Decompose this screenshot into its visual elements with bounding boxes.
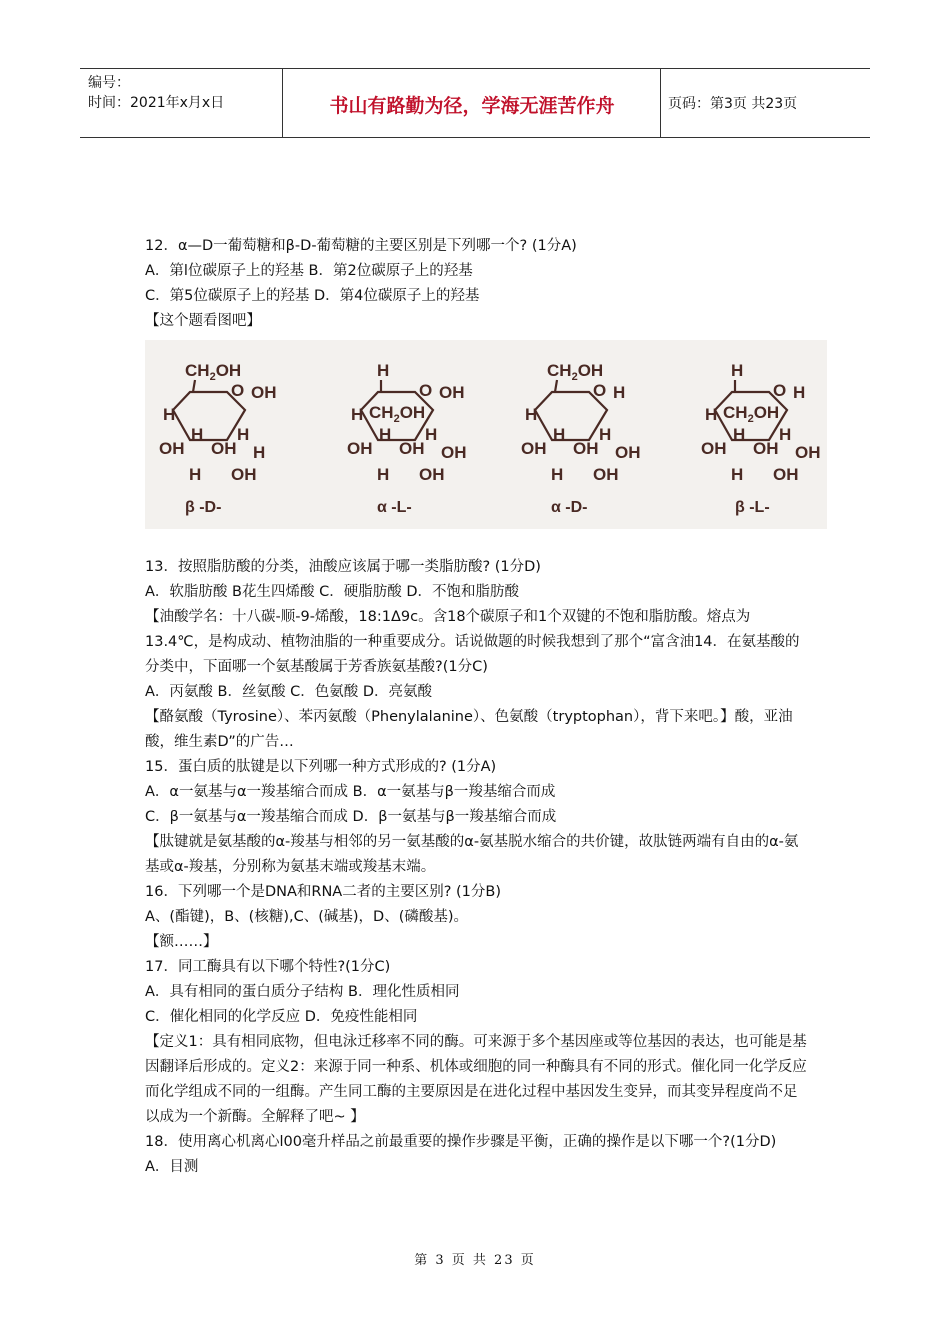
- oh-label: OH: [419, 465, 445, 484]
- question-15: 15．蛋白质的肽键是以下列哪一种方式形成的? (1分A): [145, 759, 497, 775]
- ring-oxygen-label: O: [773, 381, 787, 400]
- ch2oh-label: $CH_2OH$: [547, 361, 604, 383]
- page-indicator: 页码：第3页 共23页: [668, 96, 798, 112]
- ring-oxygen-label: O: [593, 381, 607, 400]
- oh-label: OH: [159, 439, 185, 458]
- oh-label: OH: [573, 439, 599, 458]
- bond: [555, 380, 557, 392]
- ch2oh-label: $CH_2OH$: [185, 361, 242, 383]
- note-paragraph: 【定义1：具有相同底物，但电泳迁移率不同的酶。可来源于多个基因座或等位基因的表达，也可能是基因翻译后形成的。定义2：来源于同一种系、机体或细胞的同一种酶具有不同的形式。催化同一化学反应而化学组成不同的一组酶。产生同工酶的主要原因是在进化过程中基因发生变异，而其变异程度尚不足以成为一个新酶。全解释了吧~ 】: [145, 1034, 807, 1125]
- oh-label: OH: [773, 465, 799, 484]
- bond: [193, 380, 195, 392]
- h-label: H: [779, 425, 792, 444]
- c1-upper-label: H: [613, 383, 626, 402]
- header-divider: [660, 69, 661, 137]
- oh-label: OH: [593, 465, 619, 484]
- oh-label: OH: [231, 465, 257, 484]
- glucose-structures-svg: [145, 340, 827, 529]
- oh-label: OH: [701, 439, 727, 458]
- option-line: A．丙氨酸 B．丝氨酸 C．色氨酸 D．亮氨酸: [145, 684, 432, 700]
- structure-caption: α -D-: [551, 499, 588, 516]
- note-paragraph: 【油酸学名：十八碳-顺-9-烯酸，18:1Δ9c。含18个碳原子和1个双键的不饱和脂肪酸。熔点为13.4℃，是构成动、植物油脂的一种重要成分。话说做题的时候我想到了那个“富含油14．在氨基酸的分类中，下面哪一个氨基酸属于芳香族氨基酸?(1分C): [145, 609, 800, 675]
- c1-lower-label: OH: [615, 443, 641, 462]
- option-line: A、(酯键)，B、(核糖),C、(碱基)，D、(磷酸基)。: [145, 909, 469, 925]
- h-label: H: [731, 361, 744, 380]
- note-paragraph: 【酪氨酸（Tyrosine）、苯丙氨酸（Phenylalanine）、色氨酸（tryptophan），背下来吧。】酸，亚油酸，维生素D”的广告…: [145, 709, 793, 750]
- option-line: A．第l位碳原子上的羟基 B．第2位碳原子上的羟基: [145, 263, 473, 279]
- h-label: H: [551, 465, 564, 484]
- structure-caption: β -D-: [185, 499, 222, 516]
- question-12: 12．α—D一葡萄糖和β-D-葡萄糖的主要区别是下列哪一个? (1分A): [145, 238, 577, 254]
- oh-label: OH: [753, 439, 779, 458]
- question-17: 17．同工酶具有以下哪个特性?(1分C): [145, 959, 391, 975]
- question-16: 16．下列哪一个是DNA和RNA二者的主要区别? (1分B): [145, 884, 502, 900]
- h-label: H: [599, 425, 612, 444]
- h-label: H: [525, 405, 538, 424]
- h-label: H: [733, 425, 746, 444]
- note-line: 【额……】: [145, 934, 218, 950]
- h-label: H: [425, 425, 438, 444]
- page-footer: 第 3 页 共 23 页: [414, 1253, 536, 1268]
- h-label: H: [379, 425, 392, 444]
- question-18: 18．使用离心机离心l00毫升样品之前最重要的操作步骤是平衡，正确的操作是以下哪一个?(1分D): [145, 1134, 777, 1150]
- option-line: A．目测: [145, 1159, 199, 1175]
- document-body: [145, 234, 821, 1180]
- h-label: H: [189, 465, 202, 484]
- option-line: C．β一氨基与α一羧基缩合而成 D．β一氨基与β一羧基缩合而成: [145, 809, 557, 825]
- oh-label: OH: [399, 439, 425, 458]
- glucose-structures-figure: [145, 340, 827, 529]
- h-label: H: [377, 361, 390, 380]
- ring-oxygen-label: O: [231, 381, 245, 400]
- h-label: H: [191, 425, 204, 444]
- h-label: H: [377, 465, 390, 484]
- ring-oxygen-label: O: [419, 381, 433, 400]
- h-label: H: [163, 405, 176, 424]
- c1-upper-label: OH: [251, 383, 277, 402]
- header-info: [88, 73, 224, 113]
- question-13: 13．按照脂肪酸的分类，油酸应该属于哪一类脂肪酸? (1分D): [145, 559, 541, 575]
- ch2oh-label: $CH_2OH$: [723, 403, 780, 425]
- option-line: A．具有相同的蛋白质分子结构 B．理化性质相同: [145, 984, 460, 1000]
- h-label: H: [705, 405, 718, 424]
- c1-lower-label: OH: [795, 443, 821, 462]
- c1-upper-label: OH: [439, 383, 465, 402]
- h-label: H: [731, 465, 744, 484]
- number-label: 编号：: [88, 75, 130, 91]
- c1-lower-label: H: [253, 443, 266, 462]
- h-label: H: [237, 425, 250, 444]
- option-line: C．第5位碳原子上的羟基 D．第4位碳原子上的羟基: [145, 288, 480, 304]
- molecule-structure: [159, 361, 821, 516]
- oh-label: OH: [347, 439, 373, 458]
- h-label: H: [553, 425, 566, 444]
- option-line: C．催化相同的化学反应 D．免疫性能相同: [145, 1009, 418, 1025]
- oh-label: OH: [211, 439, 237, 458]
- c1-lower-label: OH: [441, 443, 467, 462]
- option-line: A．α一氨基与α一羧基缩合而成 B．α一氨基与β一羧基缩合而成: [145, 784, 556, 800]
- structure-caption: α -L-: [377, 499, 412, 516]
- option-line: A．软脂肪酸 B花生四烯酸 C．硬脂肪酸 D．不饱和脂肪酸: [145, 584, 519, 600]
- c1-upper-label: H: [793, 383, 806, 402]
- ch2oh-label: $CH_2OH$: [369, 403, 426, 425]
- note-line: 【这个题看图吧】: [145, 313, 261, 329]
- page-header: [80, 68, 870, 138]
- header-motto: 书山有路勤为径，学海无涯苦作舟: [329, 95, 615, 117]
- h-label: H: [351, 405, 364, 424]
- time-label: 时间：2021年x月x日: [88, 95, 225, 111]
- oh-label: OH: [521, 439, 547, 458]
- note-paragraph: 【肽键就是氨基酸的α-羧基与相邻的另一氨基酸的α-氨基脱水缩合的共价键，故肽链两端有自由的α-氨基或α-羧基，分别称为氨基末端或羧基末端。: [145, 834, 799, 875]
- structure-caption: β -L-: [735, 499, 770, 516]
